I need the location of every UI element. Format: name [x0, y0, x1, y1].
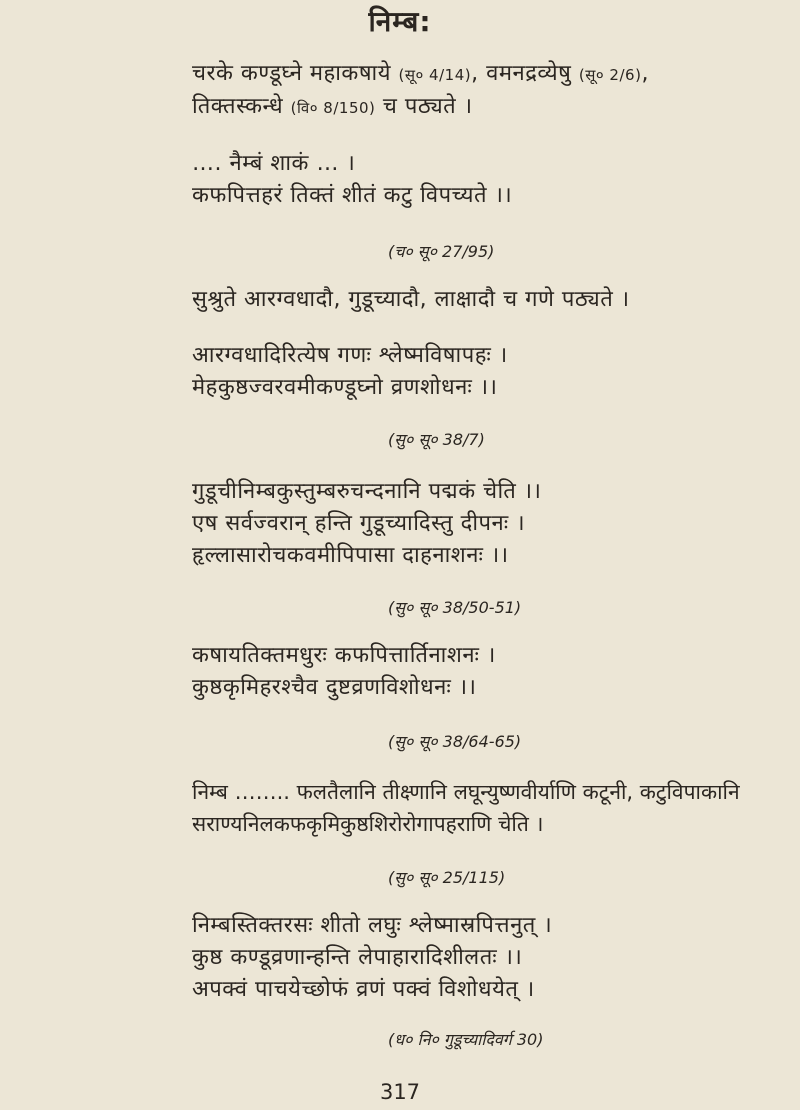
intro-line-2 [192, 91, 788, 124]
citation: (सु० सू० 38/64-65) [388, 732, 522, 751]
intro-text-1: चरके कण्डूघ्ने महाकषाये [192, 61, 399, 86]
page-title: निम्ब: [368, 5, 432, 38]
citation: (सु० सू० 25/115) [388, 868, 506, 887]
paragraph-line: सुश्रुते आरग्वधादौ, गुडूच्यादौ, लाक्षादौ च गणे पठ्यते । [192, 287, 630, 312]
page-number: 317 [379, 1080, 421, 1104]
verse-line: निम्बस्तिक्तरसः शीतो लघुः श्लेष्मास्रपित्तनुत् । [192, 913, 553, 938]
intro-text-2: , वमनद्रव्येषु [471, 61, 579, 86]
verse-3 [192, 476, 788, 572]
verse-line: मेहकुष्ठज्वरवमीकण्डूघ्नो व्रणशोधनः ।। [192, 375, 498, 400]
verse-1 [192, 148, 788, 212]
verse-line: कफपित्तहरं तिक्तं शीतं कटु विपच्यते ।। [192, 183, 513, 208]
intro-text-4: तिक्तस्कन्धे [192, 94, 291, 119]
intro-ref-2: (सू० 2/6) [578, 66, 642, 84]
citation: (सु० सू० 38/7) [388, 430, 485, 449]
verse-line: कुष्ठ कण्डूव्रणान्हन्ति लेपाहारादिशीलतः ।। [192, 945, 523, 970]
verse-line: अपक्वं पाचयेच्छोफं व्रणं पक्वं विशोधयेत् । [192, 977, 535, 1002]
verse-line: आरग्वधादिरित्येष गणः श्लेष्मविषापहः । [192, 343, 508, 368]
verse-2 [192, 340, 788, 404]
verse-4 [192, 640, 788, 704]
verse-line: …. नैम्बं शाकं … । [192, 151, 356, 176]
intro-text-5: च पठ्यते । [375, 94, 473, 119]
verse-line: एष सर्वज्वरान् हन्ति गुडूच्यादिस्तु दीपनः । [192, 511, 526, 536]
intro-ref-3: (वि० 8/150) [290, 99, 376, 117]
intro-line-1 [192, 58, 788, 91]
paragraph-line: निम्ब …….. फलतैलानि तीक्ष्णानि लघून्युष्णवीर्याणि कटूनी, कटुविपाकानि [192, 780, 740, 804]
intro-paragraph [192, 58, 788, 124]
intro-ref-1: (सू० 4/14) [398, 66, 472, 84]
sushruta-paragraph [192, 284, 788, 316]
intro-text-3: , [641, 61, 649, 86]
verse-line: हृल्लासारोचकवमीपिपासा दाहनाशनः ।। [192, 543, 509, 568]
verse-line: गुडूचीनिम्बकुस्तुम्बरुचन्दनानि पद्मकं चेति ।। [192, 479, 542, 504]
citation: (ध० नि० गुडूच्यादिवर्ग 30) [388, 1030, 544, 1049]
paragraph-line: सराण्यनिलकफकृमिकुष्ठशिरोरोगापहराणि चेति । [192, 812, 544, 836]
verse-5 [192, 910, 788, 1006]
verse-line: कषायतिक्तमधुरः कफपित्तार्तिनाशनः । [192, 643, 496, 668]
nimba-paragraph [192, 776, 788, 840]
citation: (च० सू० 27/95) [388, 242, 495, 261]
citation: (सु० सू० 38/50-51) [388, 598, 522, 617]
verse-line: कुष्ठकृमिहरश्चैव दुष्टव्रणविशोधनः ।। [192, 675, 477, 700]
